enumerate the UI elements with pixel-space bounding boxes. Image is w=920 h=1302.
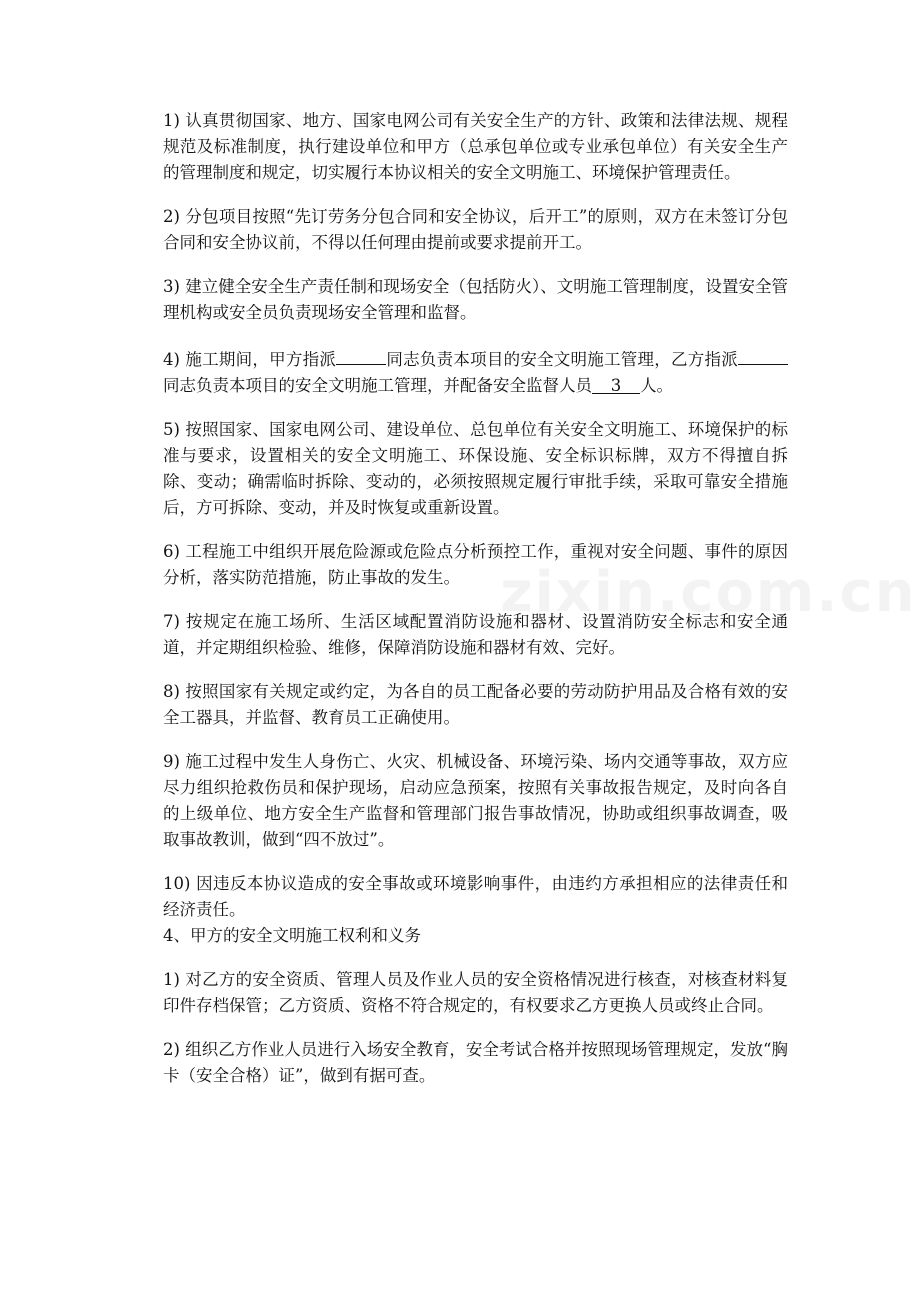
clause-10: 10) 因违反本协议造成的安全事故或环境影响事件，由违约方承担相应的法律责任和经济责任。	[163, 874, 788, 919]
clause-2: 2) 分包项目按照“先订劳务分包合同和安全协议，后开工”的原则，双方在未签订分包合同和安全协议前，不得以任何理由提前或要求提前开工。	[163, 207, 788, 252]
section-4-clause-2: 2) 组织乙方作业人员进行入场安全教育，安全考试合格并按照现场管理规定，发放“胸卡（安全合格）证”，做到有据可查。	[163, 1040, 788, 1085]
clause-5: 5) 按照国家、国家电网公司、建设单位、总包单位有关安全文明施工、环境保护的标准与要求，设置相关的安全文明施工、环保设施、安全标识标牌，双方不得擅自拆除、变动；确需临时拆除、变动的，必须按照规定履行审批手续，采取可靠安全措施后，方可拆除、变动，并及时恢复或重新设置。	[163, 420, 788, 517]
clause-6: 6) 工程施工中组织开展危险源或危险点分析预控工作，重视对安全问题、事件的原因分析，落实防范措施，防止事故的发生。	[163, 542, 788, 587]
clause-4	[163, 344, 788, 399]
clause-4-text-d: 人。	[640, 376, 673, 395]
clause-4-text-c: 同志负责本项目的安全文明施工管理，并配备安全监督人员	[163, 376, 592, 395]
clause-3: 3) 建立健全安全生产责任制和现场安全（包括防火）、文明施工管理制度，设置安全管理机构或安全员负责现场安全管理和监督。	[163, 277, 788, 322]
party-b-designee-blank	[738, 344, 788, 365]
clause-8: 8) 按照国家有关规定或约定，为各自的员工配备必要的劳动防护用品及合格有效的安全工器具，并监督、教育员工正确使用。	[163, 682, 788, 727]
party-a-designee-blank	[336, 344, 386, 365]
section-4-heading: 4、甲方的安全文明施工权利和义务	[163, 926, 421, 945]
clause-4-text-b: 同志负责本项目的安全文明施工管理，乙方指派	[386, 350, 738, 369]
clause-4-text-a: 4) 施工期间，甲方指派	[163, 350, 337, 369]
clause-9: 9) 施工过程中发生人身伤亡、火灾、机械设备、环境污染、场内交通等事故，双方应尽力组织抢救伤员和保护现场，启动应急预案，按照有关事故报告规定，及时向各自的上级单位、地方安全生产监督和管理部门报告事故情况，协助或组织事故调查，吸取事故教训，做到“四不放过”。	[163, 752, 788, 849]
clause-7: 7) 按规定在施工场所、生活区域配置消防设施和器材、设置消防安全标志和安全通道，并定期组织检验、维修，保障消防设施和器材有效、完好。	[163, 612, 788, 657]
document-body	[163, 108, 788, 1107]
section-4-clause-1: 1) 对乙方的安全资质、管理人员及作业人员的安全资格情况进行核查，对核查材料复印件存档保管；乙方资质、资格不符合规定的，有权要求乙方更换人员或终止合同。	[163, 970, 788, 1015]
clause-1: 1) 认真贯彻国家、地方、国家电网公司有关安全生产的方针、政策和法律法规、规程规范及标准制度，执行建设单位和甲方（总承包单位或专业承包单位）有关安全生产的管理制度和规定，切实履行本协议相关的安全文明施工、环境保护管理责任。	[163, 111, 788, 182]
supervisor-count: 3	[592, 373, 640, 394]
